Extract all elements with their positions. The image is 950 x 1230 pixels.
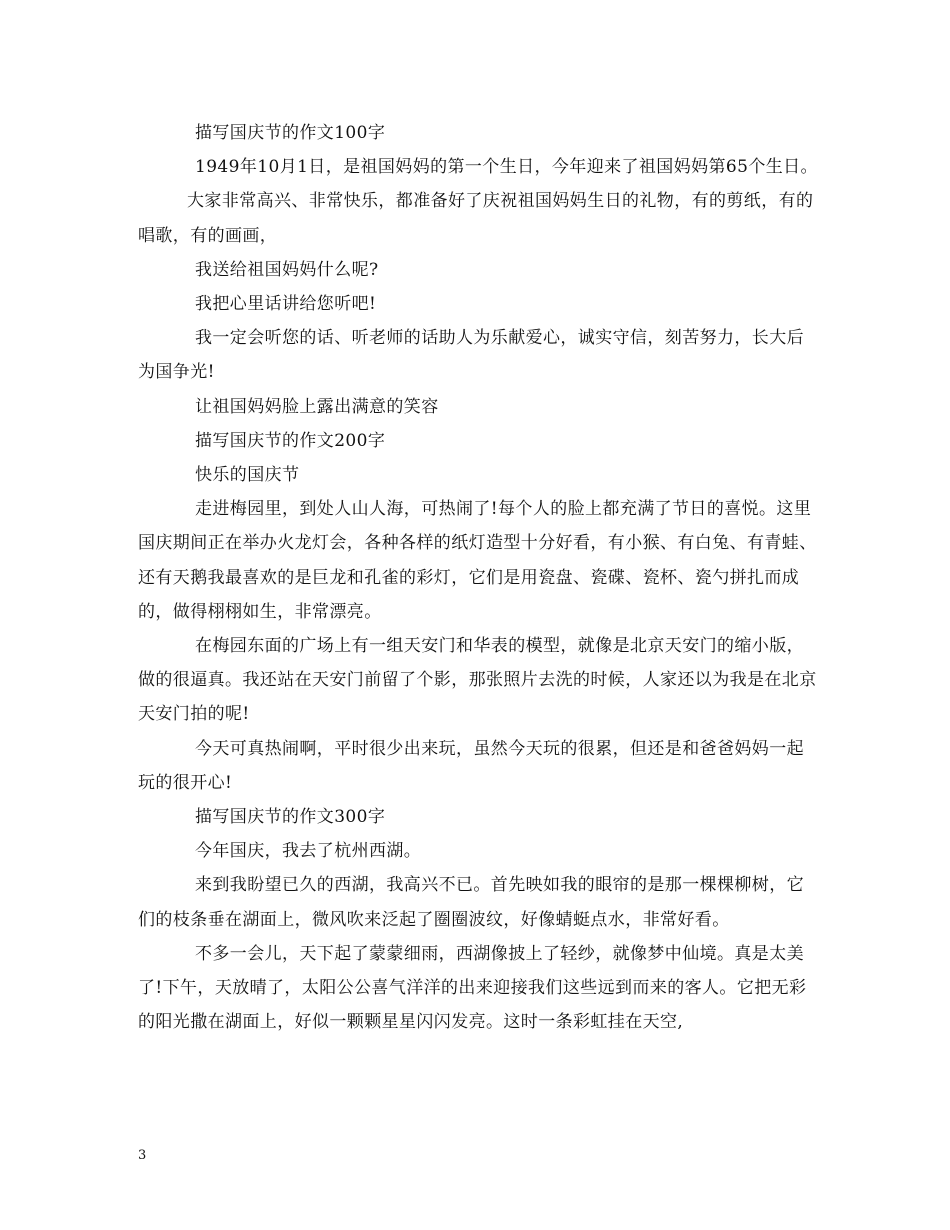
heading-200: 描写国庆节的作文200字 [195, 430, 386, 451]
paragraph: 大家非常高兴、非常快乐，都准备好了庆祝祖国妈妈生日的礼物，有的剪纸，有的唱歌，有的画画， [138, 191, 814, 246]
paragraph: 今年国庆，我去了杭州西湖。 [195, 841, 422, 862]
paragraph: 来到我盼望已久的西湖，我高兴不已。首先映如我的眼帘的是那一棵棵柳树，它们的枝条垂在湖面上，微风吹来泛起了圈圈波纹，好像蜻蜓点水，非常好看。 [138, 875, 804, 930]
essay-title: 快乐的国庆节 [195, 465, 300, 486]
paragraph: 我把心里话讲给您听吧! [195, 294, 377, 315]
paragraph: 今天可真热闹啊，平时很少出来玩，虽然今天玩的很累，但还是和爸爸妈妈一起玩的很开心! [138, 738, 804, 793]
heading-100: 描写国庆节的作文100字 [195, 123, 386, 143]
paragraph: 在梅园东面的广场上有一组天安门和华表的模型，就像是北京天安门的缩小版，做的很逼真。我还站在天安门前留了个影，那张照片去洗的时候，人家还以为我是在北京天安门拍的呢! [138, 636, 817, 725]
paragraph: 我送给祖国妈妈什么呢? [195, 259, 379, 280]
page-number: 3 [138, 1148, 147, 1163]
paragraph: 1949年10月1日，是祖国妈妈的第一个生日，今年迎来了祖国妈妈第65个生日。 [195, 157, 818, 178]
paragraph: 让祖国妈妈脸上露出满意的笑容 [195, 396, 439, 417]
heading-300: 描写国庆节的作文300字 [195, 807, 386, 828]
paragraph: 我一定会听您的话、听老师的话助人为乐献爱心，诚实守信，刻苦努力，长大后为国争光! [138, 328, 804, 383]
document-body [138, 116, 818, 1039]
paragraph: 走进梅园里，到处人山人海，可热闹了!每个人的脸上都充满了节日的喜悦。这里国庆期间正在举办火龙灯会，各种各样的纸灯造型十分好看，有小猴、有白兔、有青蛙、还有天鹅我最喜欢的是巨龙和孔雀的彩灯，它们是用瓷盘、瓷碟、瓷杯、瓷勺拼扎而成的，做得栩栩如生，非常漂亮。 [138, 499, 817, 622]
paragraph: 不多一会儿，天下起了蒙蒙细雨，西湖像披上了轻纱，就像梦中仙境。真是太美了!下午，天放晴了，太阳公公喜气洋洋的出来迎接我们这些远到而来的客人。它把无彩的阳光撒在湖面上，好似一颗颗星星闪闪发亮。这时一条彩虹挂在天空, [138, 943, 807, 1033]
